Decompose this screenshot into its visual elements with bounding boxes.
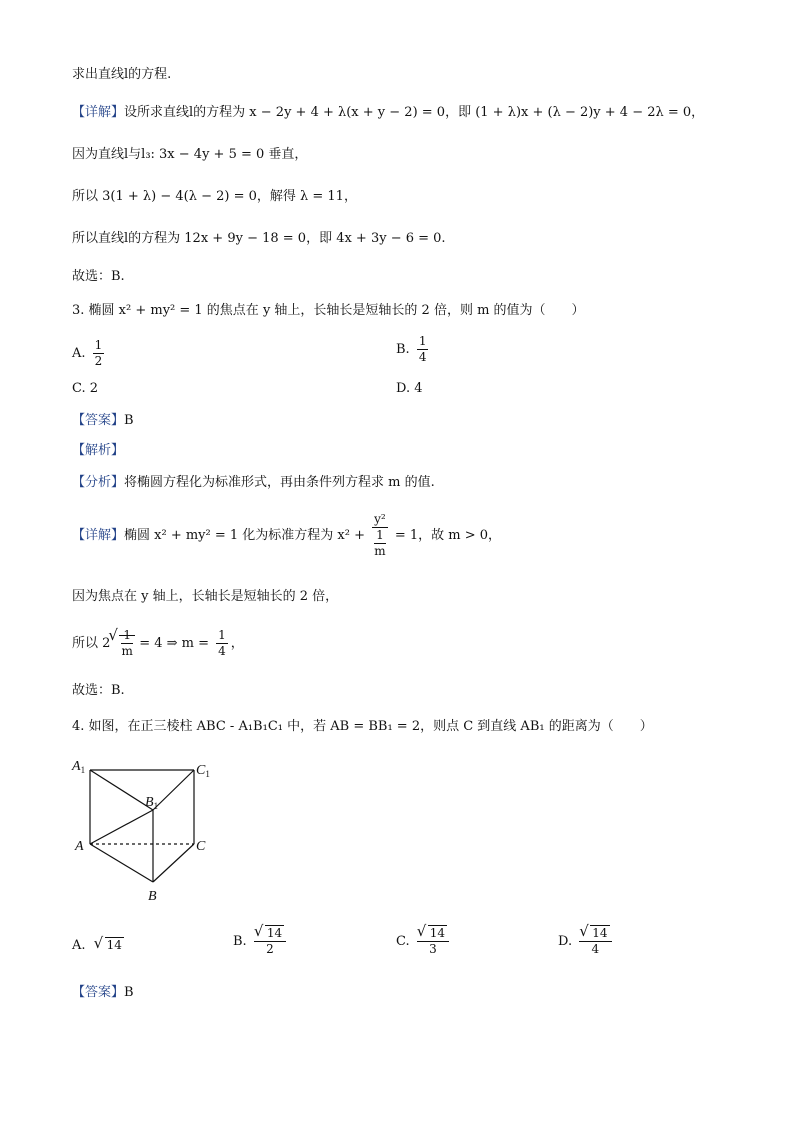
equation-line: 所以 3(1 + λ) − 4(λ − 2) = 0，解得 λ = 11，: [72, 189, 357, 204]
label-c1: $C_1$: [196, 763, 210, 779]
fraction: √ $\frac{14}{2}$: [254, 926, 286, 957]
q3-choice: 故选：B.: [72, 683, 125, 698]
fraction: $\frac{1}{4}$: [418, 334, 427, 364]
label-b1: $B_1$: [145, 795, 159, 811]
segment-ab1: [90, 810, 153, 844]
choice-line: 故选：B.: [72, 269, 125, 284]
q3-analysis: [72, 442, 124, 460]
result-line: 所以直线l的方程为 12x + 9y − 18 = 0，即 4x + 3y − 6 = 0.: [72, 231, 446, 246]
answer-tag: 【答案】: [72, 985, 125, 1000]
edge-bc: [153, 844, 194, 882]
fraction: $\frac{1}{2}$: [94, 338, 103, 368]
edge-ab: [90, 844, 153, 882]
q3-option-b: B. $\frac{1}{4}$: [396, 334, 427, 364]
detail-tag: 【详解】: [72, 528, 125, 543]
q3-fenxi: 【分析】将椭圆方程化为标准形式，再由条件列方程求 m 的值.: [72, 475, 435, 490]
question-4: 4. 如图，在正三棱柱 ABC - A₁B₁C₁ 中，若 AB = BB₁ = 2，则点 C 到直线 AB₁ 的距离为（ ）: [72, 719, 653, 734]
q4-answer: 【答案】B: [72, 985, 134, 1000]
sqrt: √ 14: [96, 936, 124, 954]
detail-tag: 【详解】: [72, 105, 125, 120]
fraction: √ $\frac{14}{3}$: [417, 926, 449, 957]
q3-option-a: A. $\frac{1}{2}$: [72, 338, 103, 368]
q4-option-c: C. √ $\frac{14}{3}$: [396, 926, 452, 957]
edge-b1c1: [153, 770, 194, 810]
label-b: B: [148, 889, 157, 902]
q3-detail: 【详解】椭圆 x² + my² = 1 化为标准方程为 x² + $\frac{\text{y²}}{\frac{1}{m}}$ = 1，故 m > 0，: [72, 512, 502, 558]
q3-detail-2: 因为焦点在 y 轴上，长轴长是短轴长的 2 倍，: [72, 589, 339, 604]
fraction: $\frac{\text{y²}}{\frac{1}{m}}$: [374, 512, 386, 558]
q4-option-a: A. √ 14: [72, 936, 124, 955]
label-a: A: [75, 839, 84, 854]
edge-a1b1: [90, 770, 153, 810]
label-c: C: [196, 839, 206, 854]
fraction: √ $\frac{14}{4}$: [579, 926, 611, 957]
answer-tag: 【答案】: [72, 413, 125, 428]
detail-line: 【详解】设所求直线l的方程为 x − 2y + 4 + λ(x + y − 2) = 0，即 (1 + λ)x + (λ − 2)y + 4 − 2λ = 0，: [72, 105, 705, 120]
solution-line: 求出直线l的方程.: [72, 67, 172, 82]
question-3: 3. 椭圆 x² + my² = 1 的焦点在 y 轴上，长轴长是短轴长的 2 倍，则 m 的值为（ ）: [72, 303, 585, 318]
fraction: $\frac{1}{4}$: [218, 628, 226, 658]
sqrt: √ $\frac{1}{m}$: [110, 628, 135, 659]
q3-detail-3: 所以 2 √ $\frac{1}{m}$ = 4 ⇒ m = $\frac{1}{4}$ ，: [72, 628, 244, 659]
analysis-tag: 【解析】: [72, 443, 125, 458]
fenxi-tag: 【分析】: [72, 475, 125, 490]
q4-option-d: D. √ $\frac{14}{4}$: [558, 926, 615, 957]
q3-answer: 【答案】B: [72, 413, 134, 428]
q3-option-d: D. 4: [396, 381, 423, 396]
perpendicular-line: 因为直线l与l₃: 3x − 4y + 5 = 0 垂直，: [72, 147, 308, 162]
label-a1: $A_1$: [72, 759, 86, 775]
q3-option-c: C. 2: [72, 381, 99, 396]
q4-option-b: B. √ $\frac{14}{2}$: [233, 926, 289, 957]
prism-figure: [68, 752, 228, 902]
